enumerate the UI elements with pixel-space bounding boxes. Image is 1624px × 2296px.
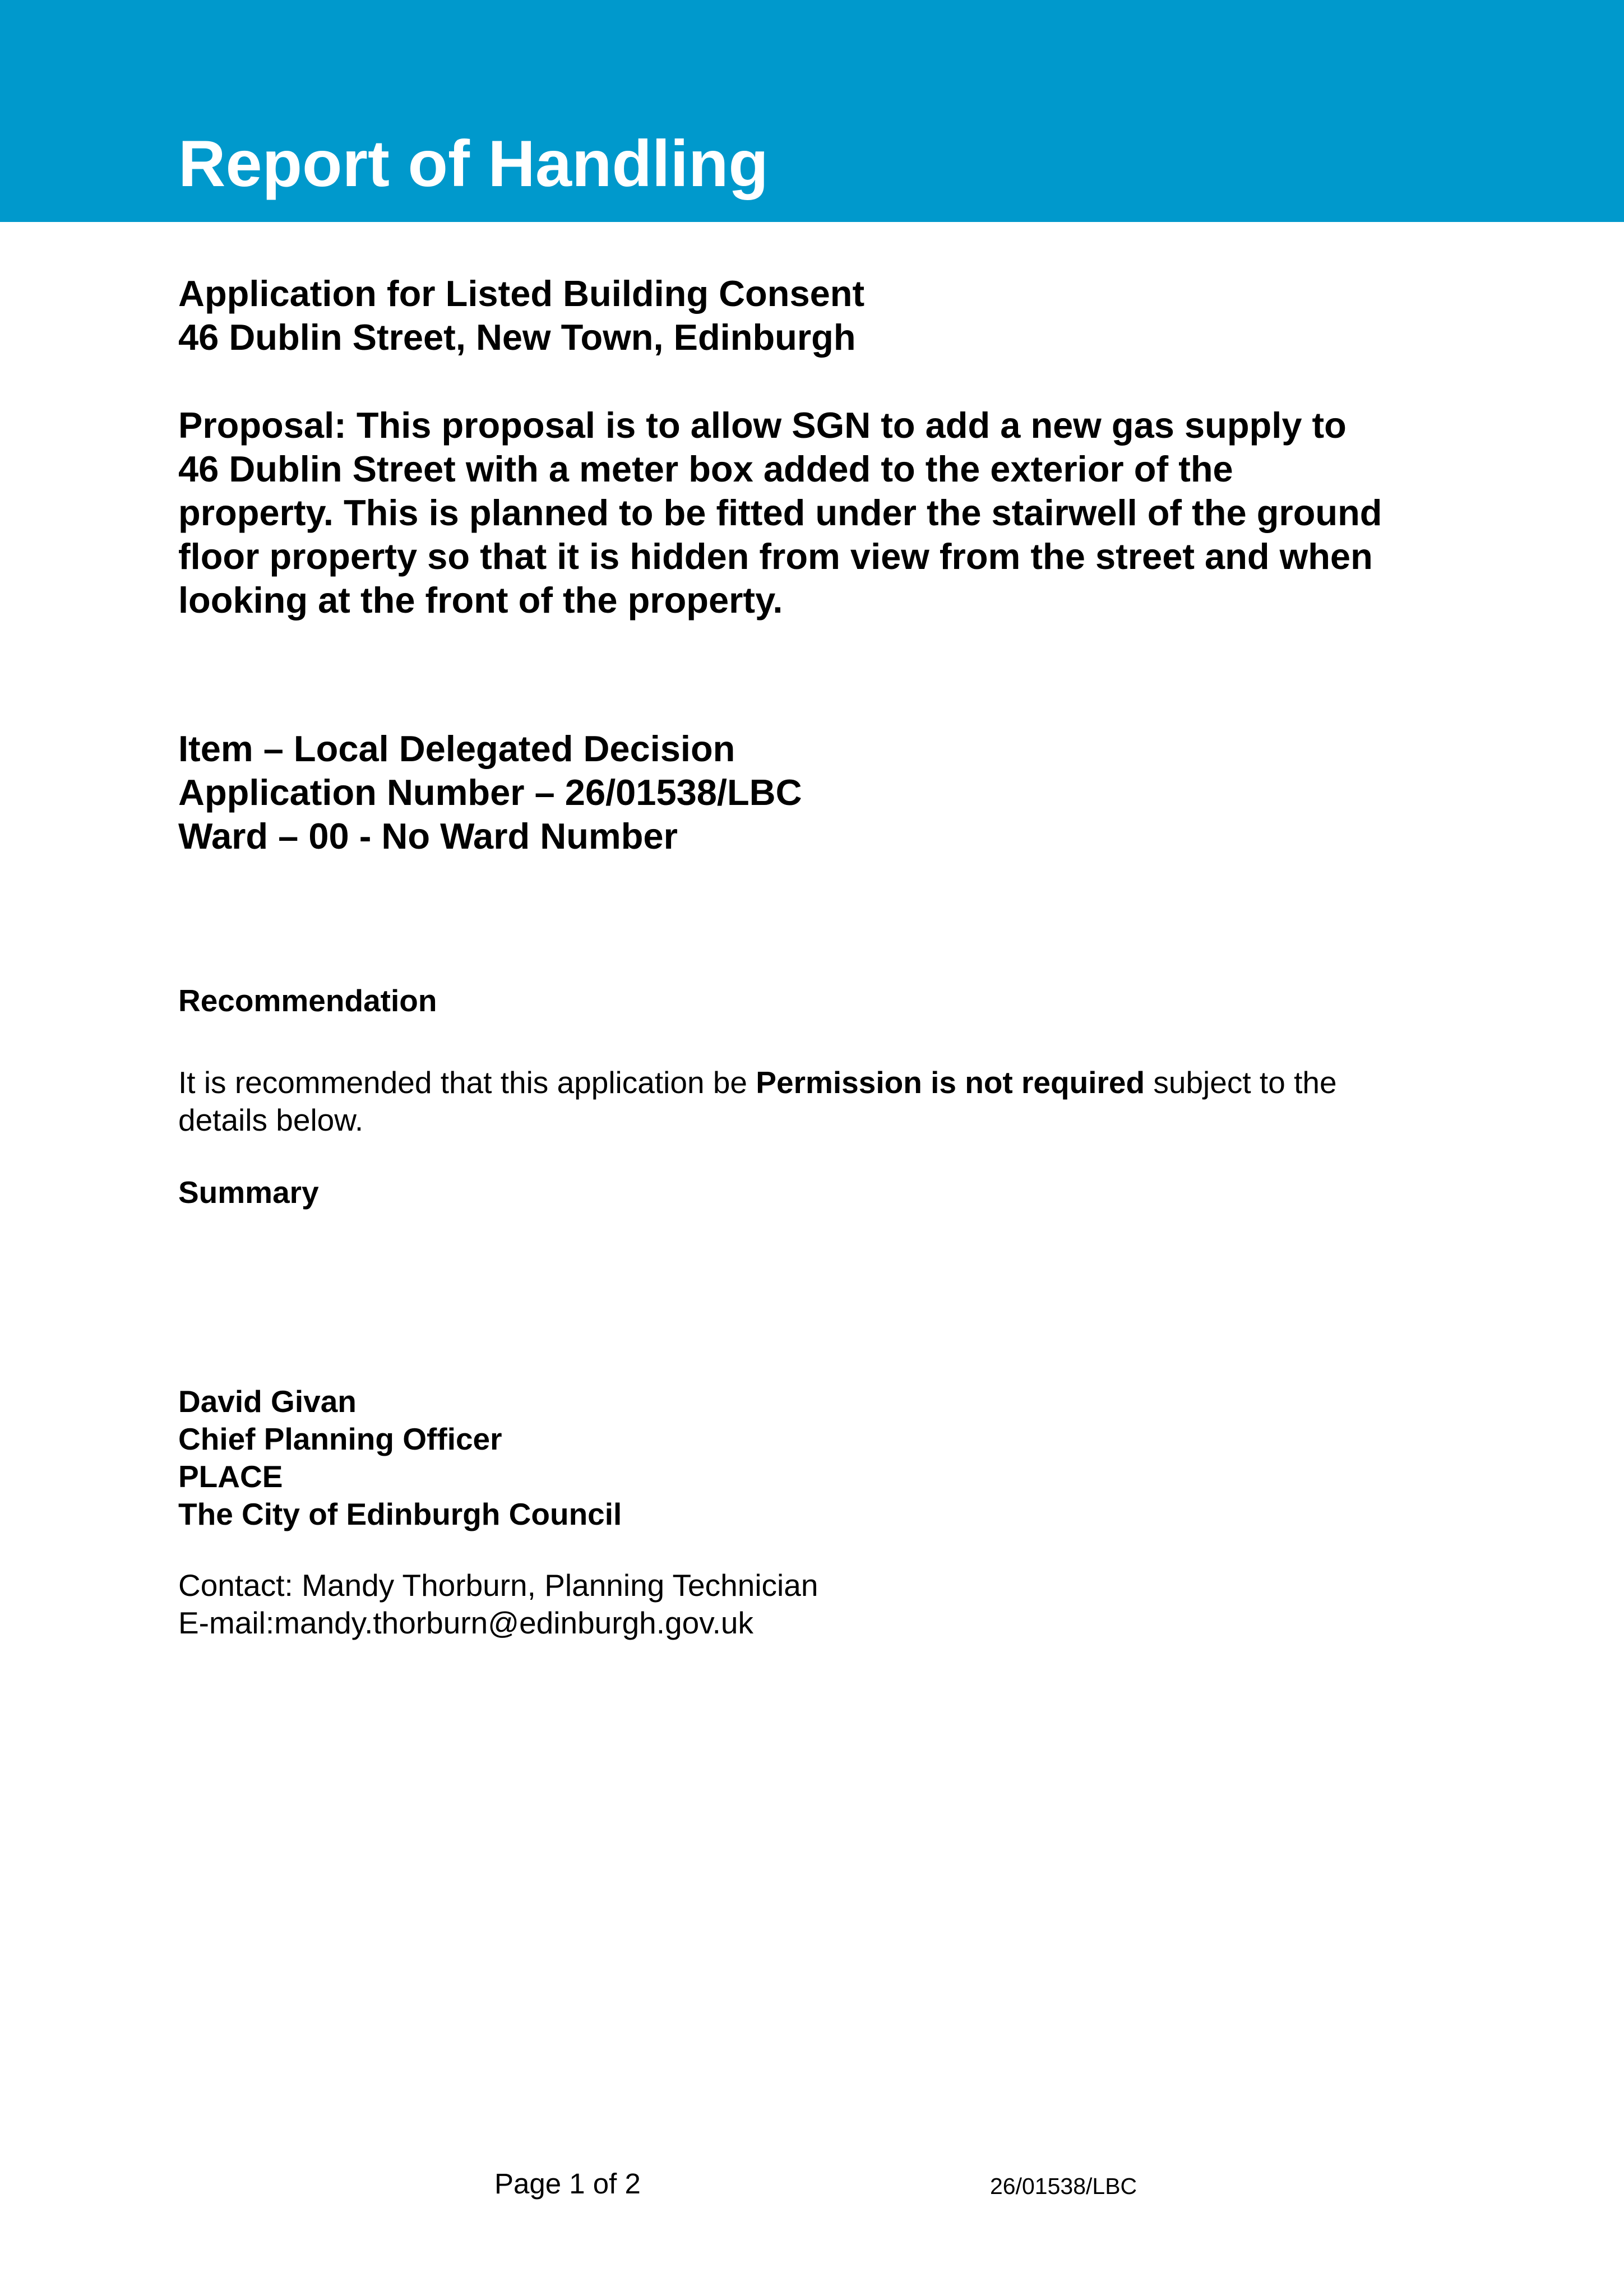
proposal-line: Proposal: This proposal is to allow SGN to add a new gas supply to bbox=[178, 405, 1347, 446]
proposal-line: floor property so that it is hidden from view from the street and when bbox=[178, 536, 1373, 577]
application-type: Application for Listed Building Consent bbox=[178, 273, 865, 314]
signatory-title: Chief Planning Officer bbox=[178, 1422, 502, 1456]
signatory-department: PLACE bbox=[178, 1459, 283, 1494]
report-title: Report of Handling bbox=[178, 127, 769, 200]
recommendation-text-before: It is recommended that this application be bbox=[178, 1065, 756, 1100]
recommendation-text bbox=[178, 1064, 1337, 1139]
application-block bbox=[178, 272, 864, 359]
application-address: 46 Dublin Street, New Town, Edinburgh bbox=[178, 317, 856, 358]
recommendation-line-2: details below. bbox=[178, 1103, 364, 1137]
recommendation-heading: Recommendation bbox=[178, 983, 437, 1018]
recommendation-decision: Permission is not required bbox=[756, 1065, 1145, 1100]
recommendation-line bbox=[178, 1064, 1337, 1101]
signatory-name: David Givan bbox=[178, 1384, 357, 1419]
signatory-organisation: The City of Edinburgh Council bbox=[178, 1497, 622, 1531]
recommendation-text-after: subject to the bbox=[1145, 1065, 1337, 1100]
proposal-line: 46 Dublin Street with a meter box added to the exterior of the bbox=[178, 448, 1233, 489]
item-line: Item – Local Delegated Decision bbox=[178, 728, 735, 769]
contact-line: Contact: Mandy Thorburn, Planning Technician bbox=[178, 1568, 818, 1603]
contact-block bbox=[178, 1567, 818, 1642]
footer-reference: 26/01538/LBC bbox=[990, 2173, 1137, 2199]
email-line: E-mail:mandy.thorburn@edinburgh.gov.uk bbox=[178, 1605, 753, 1640]
proposal-line: looking at the front of the property. bbox=[178, 580, 783, 621]
ward-line: Ward – 00 - No Ward Number bbox=[178, 816, 678, 857]
application-number-line: Application Number – 26/01538/LBC bbox=[178, 772, 802, 813]
signatory-block bbox=[178, 1383, 622, 1533]
page-number: Page 1 of 2 bbox=[494, 2168, 641, 2200]
proposal-block bbox=[178, 404, 1382, 622]
proposal-line: property. This is planned to be fitted under the stairwell of the ground bbox=[178, 492, 1382, 533]
item-block bbox=[178, 727, 802, 858]
summary-heading: Summary bbox=[178, 1175, 319, 1210]
